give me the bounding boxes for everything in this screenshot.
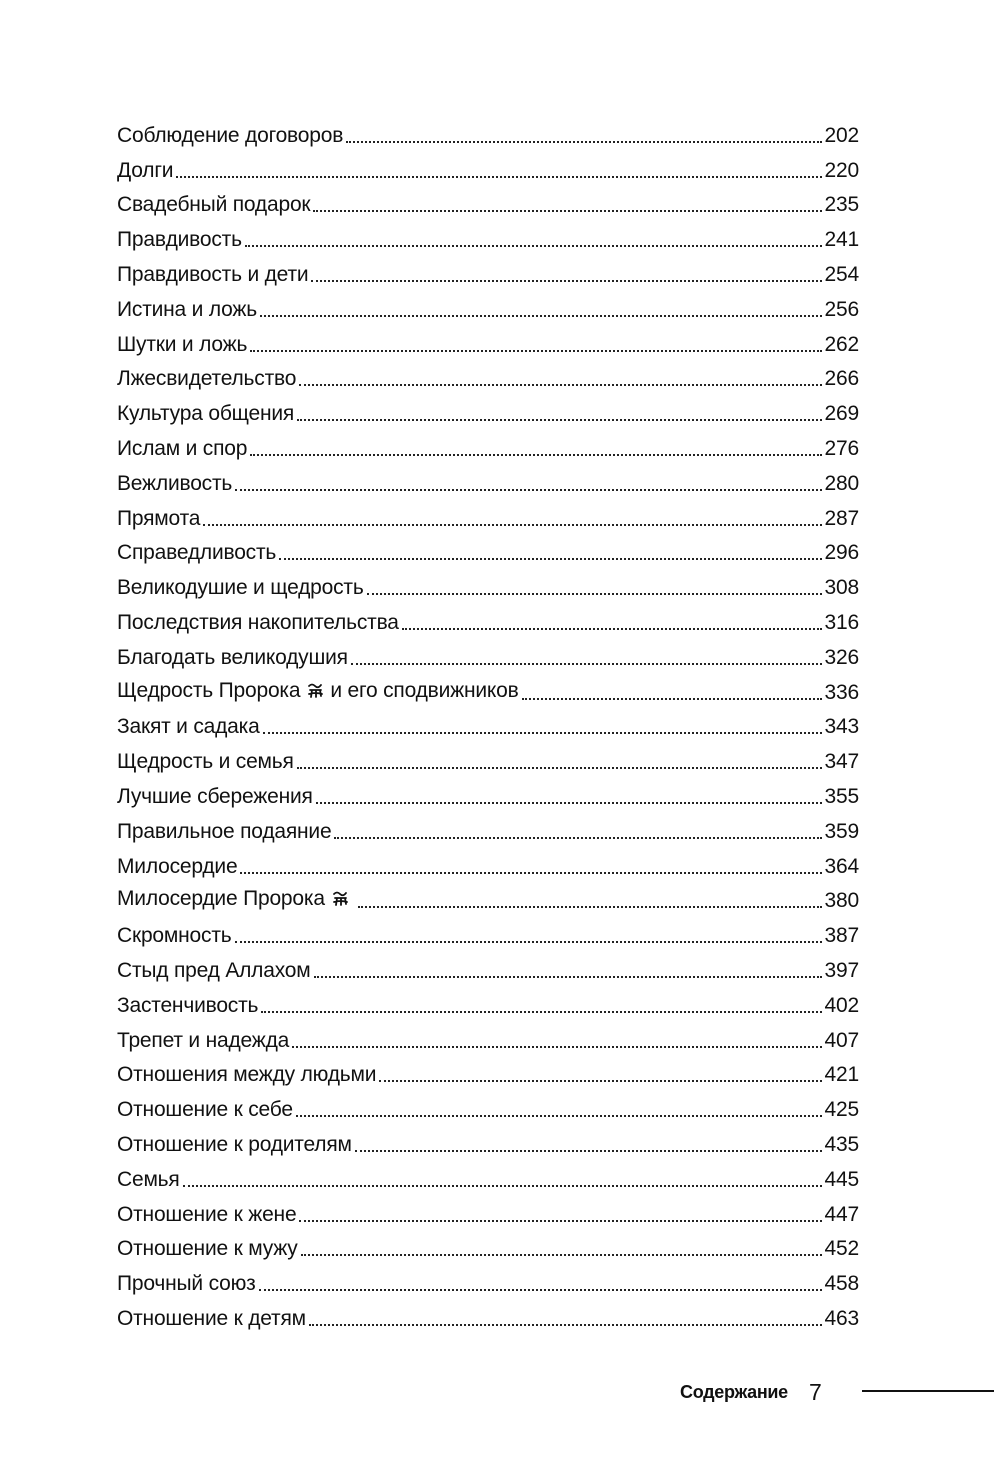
toc-entry[interactable]	[117, 1157, 859, 1192]
toc-entry[interactable]	[117, 635, 859, 670]
toc-entry[interactable]	[117, 1261, 859, 1296]
toc-entry-title: Отношение к жене	[117, 1202, 297, 1226]
toc-entry[interactable]	[117, 948, 859, 983]
toc-entry[interactable]	[117, 357, 859, 392]
toc-entry-title: Скромность	[117, 924, 232, 948]
dot-leader	[301, 1254, 822, 1256]
toc-entry-page: 458	[824, 1272, 859, 1296]
toc-entry[interactable]	[117, 148, 859, 183]
toc-entry-page: 355	[824, 784, 859, 808]
dot-leader	[313, 210, 821, 212]
dot-leader	[279, 558, 821, 560]
toc-entry-page: 262	[824, 332, 859, 356]
toc-entry-page: 254	[824, 262, 859, 286]
toc-entry[interactable]	[117, 739, 859, 774]
dot-leader	[314, 976, 822, 978]
toc-entry-title: Правдивость и дети	[117, 262, 309, 286]
toc-entry-page: 266	[824, 367, 859, 391]
toc-entry-page: 235	[824, 193, 859, 217]
toc-entry-page: 287	[824, 506, 859, 530]
page-number: 7	[809, 1379, 822, 1405]
toc-entry-page: 407	[824, 1028, 859, 1052]
toc-entry-title: Закят и садака	[117, 715, 260, 739]
toc-entry-page: 421	[824, 1063, 859, 1087]
dot-leader	[203, 524, 821, 526]
toc-entry-page: 220	[824, 158, 859, 182]
toc-entry-title: Отношение к детям	[117, 1306, 306, 1330]
toc-entry-page: 435	[824, 1132, 859, 1156]
dot-leader	[358, 906, 822, 908]
toc-entry[interactable]	[117, 844, 859, 879]
toc-entry[interactable]	[117, 217, 859, 252]
toc-entry[interactable]	[117, 1087, 859, 1122]
toc-entry[interactable]	[117, 1122, 859, 1157]
dot-leader	[299, 1220, 821, 1222]
toc-entry[interactable]	[117, 391, 859, 426]
toc-entry-title: Отношение к мужу	[117, 1237, 298, 1261]
toc-entry-title: Культура общения	[117, 402, 295, 426]
toc-entry[interactable]	[117, 565, 859, 600]
toc-entry[interactable]	[117, 879, 859, 914]
toc-entry-page: 359	[824, 819, 859, 843]
dot-leader	[292, 1046, 821, 1048]
toc-entry-page: 445	[824, 1167, 859, 1191]
toc-entry-title: Щедрость и семья	[117, 750, 294, 774]
toc-entry[interactable]	[117, 1227, 859, 1262]
toc-entry-page: 308	[824, 576, 859, 600]
toc-entry-title: Последствия накопительства	[117, 610, 399, 634]
running-footer-section: Содержание	[680, 1382, 788, 1402]
toc-entry-title: Милосердие Пророка	[117, 887, 355, 913]
dot-leader	[367, 593, 822, 595]
toc-entry-title: Лжесвидетельство	[117, 367, 297, 391]
toc-entry-page: 347	[824, 750, 859, 774]
toc-entry-page: 380	[824, 889, 859, 913]
toc-entry-title: Прямота	[117, 506, 201, 530]
dot-leader	[263, 732, 822, 734]
toc-entry[interactable]	[117, 705, 859, 740]
footer-rule	[862, 1390, 994, 1392]
dot-leader	[245, 245, 822, 247]
dot-leader	[261, 1011, 821, 1013]
toc-entry-page: 296	[824, 541, 859, 565]
toc-entry[interactable]	[117, 322, 859, 357]
toc-entry[interactable]	[117, 426, 859, 461]
dot-leader	[402, 628, 822, 630]
salawat-ligature-icon	[307, 681, 324, 705]
toc-entry[interactable]	[117, 252, 859, 287]
dot-leader	[299, 384, 821, 386]
toc-entry-title: Милосердие	[117, 854, 238, 878]
dot-leader	[311, 280, 821, 282]
dot-leader	[250, 454, 821, 456]
toc-entry-page: 316	[824, 610, 859, 634]
toc-entry-title: Долги	[117, 158, 174, 182]
dot-leader	[235, 489, 821, 491]
toc-entry-title: Отношение к родителям	[117, 1132, 352, 1156]
toc-entry-page: 202	[824, 123, 859, 147]
dot-leader	[522, 698, 822, 700]
toc-entry-page: 336	[824, 680, 859, 704]
toc-entry-title: Истина и ложь	[117, 297, 257, 321]
toc-entry-title: Вежливость	[117, 471, 233, 495]
toc-entry-title: Застенчивость	[117, 993, 259, 1017]
toc-entry[interactable]	[117, 1053, 859, 1088]
dot-leader	[183, 1185, 822, 1187]
toc-entry-page: 425	[824, 1098, 859, 1122]
toc-entry-title: Шутки и ложь	[117, 332, 248, 356]
toc-entry[interactable]	[117, 913, 859, 948]
dot-leader	[250, 350, 821, 352]
toc-entry-page: 269	[824, 402, 859, 426]
dot-leader	[259, 1289, 822, 1291]
toc-entry-page: 241	[824, 228, 859, 252]
toc-entry[interactable]	[117, 1018, 859, 1053]
toc-entry[interactable]	[117, 1296, 859, 1331]
toc-entry-title: Правдивость	[117, 228, 242, 252]
toc-entry[interactable]	[117, 113, 859, 148]
toc-entry[interactable]	[117, 809, 859, 844]
toc-entry[interactable]	[117, 983, 859, 1018]
dot-leader	[355, 1150, 822, 1152]
toc-entry-page: 463	[824, 1306, 859, 1330]
dot-leader	[346, 141, 821, 143]
toc-entry-page: 397	[824, 958, 859, 982]
toc-entry[interactable]	[117, 531, 859, 566]
toc-entry[interactable]	[117, 461, 859, 496]
toc-entry-title: Ислам и спор	[117, 436, 248, 460]
toc-entry-page: 364	[824, 854, 859, 878]
dot-leader	[176, 176, 821, 178]
dot-leader	[297, 767, 822, 769]
table-of-contents	[117, 113, 859, 1331]
dot-leader	[334, 837, 821, 839]
toc-entry[interactable]	[117, 183, 859, 218]
toc-entry-title: Отношение к себе	[117, 1098, 293, 1122]
toc-entry-title: Отношения между людьми	[117, 1063, 377, 1087]
toc-entry-page: 402	[824, 993, 859, 1017]
toc-entry-title: Лучшие сбережения	[117, 784, 313, 808]
dot-leader	[309, 1324, 822, 1326]
toc-entry[interactable]	[117, 287, 859, 322]
toc-entry-title: Благодать великодушия	[117, 645, 348, 669]
toc-entry-title: Семья	[117, 1167, 180, 1191]
toc-entry[interactable]	[117, 1192, 859, 1227]
dot-leader	[260, 315, 822, 317]
toc-entry[interactable]	[117, 600, 859, 635]
toc-entry[interactable]	[117, 670, 859, 705]
dot-leader	[240, 872, 821, 874]
toc-entry-title: Прочный союз	[117, 1272, 256, 1296]
salawat-ligature-icon	[332, 889, 349, 913]
dot-leader	[379, 1080, 821, 1082]
dot-leader	[316, 802, 822, 804]
toc-entry-page: 343	[824, 715, 859, 739]
toc-entry-title: Соблюдение договоров	[117, 123, 344, 147]
toc-entry-title: Правильное подаяние	[117, 819, 332, 843]
toc-entry-page: 256	[824, 297, 859, 321]
dot-leader	[297, 419, 821, 421]
toc-entry-title: Свадебный подарок	[117, 193, 311, 217]
toc-entry-title: Щедрость Пророка и его сподвижников	[117, 679, 519, 705]
toc-entry-title: Трепет и надежда	[117, 1028, 290, 1052]
toc-entry-title: Справедливость	[117, 541, 277, 565]
toc-entry[interactable]	[117, 774, 859, 809]
dot-leader	[235, 941, 822, 943]
dot-leader	[351, 663, 822, 665]
toc-entry[interactable]	[117, 496, 859, 531]
toc-entry-title: Стыд пред Аллахом	[117, 958, 311, 982]
toc-entry-page: 276	[824, 436, 859, 460]
toc-entry-page: 280	[824, 471, 859, 495]
toc-entry-title: Великодушие и щедрость	[117, 576, 364, 600]
toc-entry-page: 452	[824, 1237, 859, 1261]
toc-entry-page: 326	[824, 645, 859, 669]
dot-leader	[296, 1115, 822, 1117]
toc-entry-page: 447	[824, 1202, 859, 1226]
toc-entry-page: 387	[824, 924, 859, 948]
